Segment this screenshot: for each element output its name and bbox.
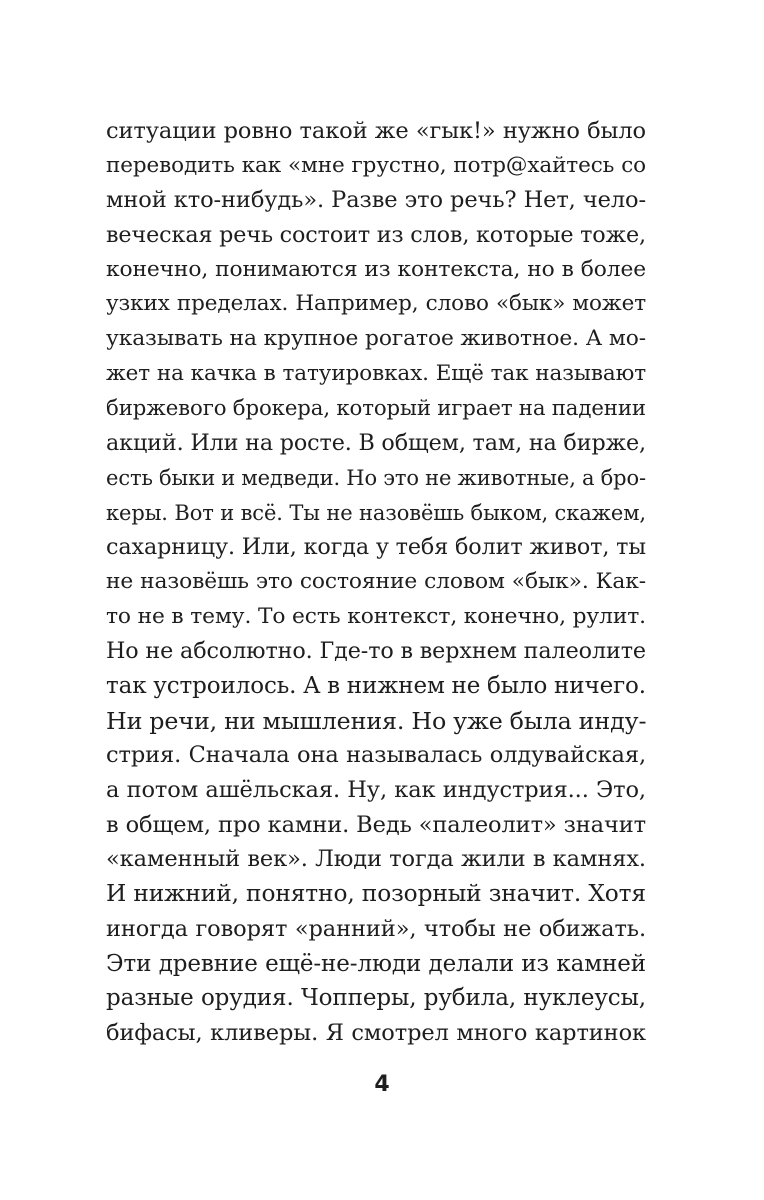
text-line: то не в тему. То есть контекст, конечно, рулит. [106, 603, 646, 629]
text-line: узких пределах. Например, слово «бык» может [106, 291, 646, 317]
body-text [106, 114, 646, 1051]
text-line: мной кто-нибудь». Разве это речь? Нет, чело- [106, 187, 646, 214]
text-line: веческая речь состоит из слов, которые тоже, [106, 222, 646, 249]
text-line: иногда говорят «ранний», чтобы не обижать. [106, 915, 646, 942]
text-line: Ни речи, ни мышления. Но уже была инду- [106, 706, 647, 735]
text-line: биржевого брокера, который играет на падении [106, 395, 646, 421]
text-line: сахарницу. Или, когда у тебя болит живот, ты [106, 534, 646, 561]
text-line: указывать на крупное рогатое животное. А мо- [106, 326, 646, 352]
text-line: жет на качка в татуировках. Ещё так называют [106, 360, 646, 386]
text-line: в общем, про камни. Ведь «палеолит» значит [106, 811, 646, 838]
text-line: И нижний, понятно, позорный значит. Хотя [106, 880, 646, 908]
text-line: керы. Вот и всё. Ты не назовёшь быком, скажем, [106, 500, 646, 525]
page-number: 4 [374, 1072, 390, 1097]
text-line: Эти древние ещё-не-люди делали из камней [106, 950, 646, 977]
text-line: «каменный век». Люди тогда жили в камнях. [106, 846, 646, 873]
text-line: так устроилось. А в нижнем не было ничего. [106, 673, 646, 699]
text-line: ситуации ровно такой же «гык!» нужно было [106, 118, 646, 144]
text-line: а потом ашёльская. Ну, как индустрия... Это, [106, 777, 646, 804]
text-line: переводить как «мне грустно, потр@хайтесь со [106, 152, 646, 178]
text-line: есть быки и медведи. Но это не животные, а бро- [106, 465, 646, 490]
text-line: Но не абсолютно. Где-то в верхнем палеолите [106, 638, 646, 665]
text-line: бифасы, кливеры. Я смотрел много картинок [106, 1019, 646, 1046]
text-line: не назовёшь это состояние словом «бык». Как- [106, 568, 646, 594]
text-line: стрия. Сначала она называлась олдувайская, [106, 742, 646, 769]
text-line: акций. Или на росте. В общем, там, на бирже, [106, 430, 646, 457]
text-line: конечно, понимаются из контекста, но в более [106, 256, 646, 282]
text-line: разные орудия. Чопперы, рубила, нуклеусы, [106, 985, 646, 1012]
